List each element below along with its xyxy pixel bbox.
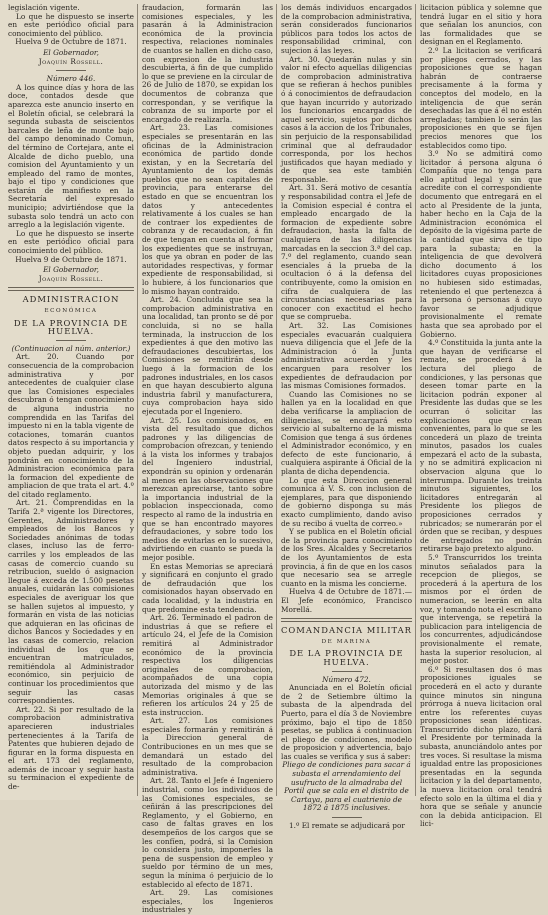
paragraph: legislación vigente. xyxy=(8,3,80,12)
continuation-note: (Continuacion al núm. anterior.) xyxy=(11,343,131,353)
conditions-title: Pliego de condiciones para sacar á subasta el arrendamiento del usufructo de la almadraba del Portil que se cala en el distrito de Cartaya, para el cuatrienio de 1872 á 1875 inclusives. xyxy=(282,760,411,813)
column-2 xyxy=(142,3,273,915)
section-heading: DE LA PROVINCIA DE HUELVA. xyxy=(289,648,404,667)
paragraph: los demás individuos encargados de la comprobacion administrativa, serán considerados funcionarios públicos para todos los actos de responsabilidad criminal, con sujecion á las leyes. xyxy=(281,3,412,55)
article: Art. 23. Las comisiones especiales se presentarán en las oficinas de la Administracion económica de partido donde existan, y en la Secretaría del Ayuntamiento de los demás pueblos que no sean capitales de provincia, para enterarse del estado en que se encuentran los datos y antecedentes relativamente á los cuales se han de contraer los expedientes de cobranza y de recaudacion, á fin de que tengan en cuenta al formar los expedientes que se instruyan, los que ya obran en poder de las autoridades respectivas, y formar expediente de responsabilidad, si lo hubiere, á los funcionarios que lo mismo hayan contraido. xyxy=(142,123,273,296)
date-line: Huelva 9 de Octubre de 1871. xyxy=(15,37,127,47)
section-heading: ADMINISTRACION xyxy=(22,294,120,305)
divider xyxy=(56,340,86,341)
date-line: Huelva 9 de Octubre de 1871. xyxy=(15,254,127,264)
article: Art. 32. Las Comisiones especiales evacuarán cualquiera nueva diligencia que el Jefe de la Administracion ó la Junta administrativa acuerden y les encarguen para resolver los expedientes de defraudacion por las mismas Comisiones formados. xyxy=(281,320,412,391)
signature-block xyxy=(8,49,134,66)
article: Art. 27. Los comisiones especiales formarán y remitirán á la Direccion general de Contribuciones en un mes que se demandará un estado del resultado de la comprobacion administrativa. xyxy=(142,716,273,777)
column-1 xyxy=(8,4,134,796)
signature-title: El Gobernador, xyxy=(43,47,99,57)
column-rule xyxy=(415,4,416,796)
paragraph: A los quince días y hora de las doce, contados desde que aparezca este anuncio inserto en el Boletín oficial, se celebrará la segunda subasta de seiscientos barcales de leña de monte bajo del campo denominado Comun, del término de Cortejara, ante el Alcalde de dicho pueblo, una comision del Ayuntamiento y un empleado del ramo de montes, bajo el tipo y condiciones que estarán de manifiesto en la Secretaría del expresado municipio; advirtiéndose que la subasta solo tendrá un acto con arreglo a la legislación vigente. xyxy=(8,82,134,230)
divider xyxy=(332,671,362,672)
paragraph: En estas Memorias se apreciará y significará en conjunto el grado de defraudación que los comisionados hayan observado en cada localidad, y la industria en que predomine esta tendencia. xyxy=(142,561,273,614)
notice-number: Número 472. xyxy=(322,674,371,684)
paragraph: Lo que he dispuesto se inserte en este periódico oficial para conocimiento del público. xyxy=(8,11,134,38)
column-rule xyxy=(276,4,277,796)
divider xyxy=(281,618,412,622)
condition: 6.º Si resultasen dos ó mas proposiciones iguales se procederá en el acto y durante quince minutos sin ninguna prórroga á nueva licitacion oral entre los referentes cuyas proposiciones sean idénticas. Transcurrido dicho plazo, dará el Presidente por terminada la subasta, anunciándolo antes por tres voces. Si resultase la misma igualdad entre las proposiciones presentadas en la segunda licitacion y la del departamento, la nueva licitacion oral tendrá efecto solo en la última el dia y hora que se señale y anuncie con la debida anticipacion. El lici- xyxy=(420,664,542,829)
signature-title: El Gobernador, xyxy=(43,265,99,275)
condition: 2.º La licitacion se verificará por pliegos cerrados, y las proposiciones que se hagan habrán de contraerse precisamente á la forma y conceptos del modelo, en la inteligencia de que serán desechadas las que á él no estén arregladas; tambien lo serán las proposiciones en que se fijen precios menores que los establecidos como tipo. xyxy=(420,45,542,150)
date-line: Huelva 4 de Octubre de 1871.—El Jefe económico, Francisco Morellá. xyxy=(281,587,412,614)
article: Art. 21. Comprendidas en la Tarifa 2.ª vigente los Directores, Gerentes, Administradores y empleados de los Bancos y Sociedades anónimas de todas clases, incluso las de ferro-carriles y los empleados de las casas de comercio cuando su retribucion, sueldo ó asignacion llegue á exceda de 1.500 pesetas anuales, cuidarán las comisiones especiales de averiguar los que se hallen sujetos al impuesto, y formarán en vista de las noticias que adquieran en las oficinas de dichos Bancos y Sociedades y en las casas de comercio, relacion individual de los que se encuentran matriculados, remitiéndola al Administrador económico, sin perjuicio de continuar los procedimientos que seguir las casas correspondientes. xyxy=(8,498,134,706)
signature-block xyxy=(8,266,134,283)
article: Art. 24. Concluida que sea la comprobacion administrativa en una localidad, tan pronto se dé por concluida, si no se halla terminada, la instruccion de los expedientes á que den motivo las defraudaciones descubiertas, los Comisiones se remitirán desde luego á la formacion de los padrones industriales, en los casos en que hayan descubierto alguna industria fabril y manufacturera, cuya comprobacion haya sido ejecutada por el Ingeniero. xyxy=(142,295,273,416)
notice-number: Número 446. xyxy=(46,74,96,84)
paragraph: Anunciada en el Boletín oficial de 2 de Setiembre último la subasta de la alpendrada del Puerto, para el día 3 de Noviembre próximo, bajo el tipo de 1850 pesetas, se publica á continuacion el pliego de condiciones, modelo de proposicion y advertencia, bajo las cuales se verifica y sus á saber: xyxy=(281,683,412,761)
article: Art. 25. Los comisionados, en vista del resultado que dichos padrones y las diligencias de comprobacion ofrezcan, y teniendo á la vista los informes y trabajos del Ingeniero industrial, expondrán su opinion y ordenarán al menos en las observaciones que merezcan apreciarse, tanto sobre la importancia industrial de la poblacion inspeccionada, como respecto al ramo de la industria en que se han encontrado mayores defraudaciones, y sobre todo los medios de evitarlas en lo sucesivo, advirtiendo en cuanto se pueda la mejor posible. xyxy=(142,415,273,562)
paragraph: Lo que esta Direccion general comunica á V. S. con inclusion de ejemplares, para que disponiendo de gobierno disponga su más exacto cumplimiento, dando aviso de su recibo á vuelta de correo.» xyxy=(281,475,412,528)
section-subheading: DE MARINA xyxy=(321,638,372,645)
column-4 xyxy=(420,3,542,829)
article: Art. 31. Será motivo de cesantía y responsabilidad contra el Jefe de la Comision especial é contra el empleado encargado de la formacion de expediente sobre defraudacion, hasta la falta de cualquiera de las diligencias marcadas en la seccion 3.ª del cap. 7.º del reglamento, cuando sean esenciales á la prueba de la ocultacion ó á la defensa del contribuyente, como la omision en cifra de cualquiera de las circunstancias necesarias para conocer con exactitud el hecho que se comprueba. xyxy=(281,183,412,322)
paragraph: fraudacion, formarán las comisiones especiales, y les pasarán á la Administracion económica de la provincia respectiva, relaciones nominales de cuantos se hallen en dicho caso, con expresion de la industria descubierta, á fin de que cumplido lo que se previene en la circular de 26 de Julio de 1870, se expidan los documentos de cobranza que correspondan, y se verifique la cobranza de su importe por el encargado de realizarla. xyxy=(142,3,273,124)
paragraph: Cuando las Comisiones no se hallen ya en la localidad en que deba verificarse la ampliacion de diligencias, se encargará esto servicio al subalterno de la misma Comision que tenga á sus órdenes el Administrador económico, y en defecto de este funcionario, á cualquiera aspirante á Oficial de la planta de dicha dependencia. xyxy=(281,389,412,477)
section-subheading: ECONÓMICA xyxy=(44,308,98,314)
article: Art. 29. Las comisiones especiales, los Ingenieros industriales y xyxy=(142,888,273,915)
paragraph: Y se publica en el Boletín oficial de la provincia para conocimiento de los Sres. Alcaldes y Secretarios de los Ayuntamientos de esta provincia, á fin de que en los casos que necesario sea se arregle cuanto en la misma les concierne. xyxy=(281,527,412,588)
condition: 4.º Constituida la junta ante la que hayan de verificarse el remate, se procederá á la lectura del pliego de condiciones, y las personas que deseen tomar parte en la licitacion podrán exponer al Presidente las dudas que se les ocurran ó solicitar las explicaciones que crean convenientes, para lo que se les concederá un plazo de treinta minutos, pasados los cuales empezará el acto de la subasta, y no se admitirá explicacion ni observacion alguna que lo interrumpa. Durante los treinta minutos siguientes, los licitadores entregarán al Presidente los pliegos de proposiciones cerrados y rubricados; se numerarán por el órden que se reciban, y despues de entregados no podrán retirarse bajo pretexto alguno. xyxy=(420,338,542,554)
article: Art. 20. Cuando por consecuencia de la comprobacion administrativa y por antecedentes de cualquier clase que las Comisiones especiales descubran ó tengan conocimiento de alguna industria no comprendida en las Tarifas del impuesto ni en la tabla vigente de cotaciones, tomarán cuantos datos respecto á su importancia y objeto puedan adquirir, y los pondrán en conocimiento de la Administracion económica para la formacion del expediente de ampliacion de que trata el art. 4.º del citado reglamento. xyxy=(8,352,134,499)
signature-name: Joaquín Rossell. xyxy=(38,273,104,283)
paragraph: Lo que he dispuesto se inserte en este periódico oficial para conocimiento del público. xyxy=(8,228,134,256)
article: Art. 22. Si por resultado de la comprobacion administrativa aparecieren industriales pertenecientes á la Tarifa de Patentes que hubieren dejado de figurar en la forma dispuesta en el art. 173 del reglamento, además de incoar y seguir hasta su terminacion el expediente de de- xyxy=(8,704,134,792)
article: Art. 28. Tanto el Jefe é Ingeniero industrial, como los individuos de las Comisiones especiales, se ceñirán á las prescripciones del Reglamento, y el Gobierno, en caso de faltas graves en los desempeños de los cargos que se les confíen, podrá, si la Comision lo considera justo, imponerles la pena de suspension de empleo y sueldo por término de un mes, segun la mínima ó perjuicio de lo establecido al efecto de 1871. xyxy=(142,776,273,889)
divider xyxy=(56,70,86,71)
column-rule xyxy=(137,4,138,796)
paragraph: licitacion pública y solemne que tendrá lugar en el sitio y hora que señalan los anuncios, con las formalidades que se designan en el Reglamento. xyxy=(420,3,542,47)
section-heading: DE LA PROVINCIA DE HUELVA. xyxy=(13,317,129,337)
article: Art. 30. Quedarán nulas y sin valor ni efecto aquellas diligencias de comprobacion administrativa que se refieran á hechos punibles ó á conocimientos de defraudacion que hayan incurrido y autorizado los funcionarios encargados de aquel servicio, sujetos por dichos casos á la accion de los Tribunales, sin perjuicio de la responsabilidad criminal que al defraudador corresponda, por los hechos justificados que hayan mediado y de que sea este también responsable. xyxy=(281,54,412,184)
divider xyxy=(332,817,362,818)
section-heading: COMANDANCIA MILITAR xyxy=(281,625,412,636)
article: Art. 26. Terminado el padron de industrias á que se refiere el artículo 24, el Jefe de la Comision remitirá al Administrador económico de la provincia respectiva los diligencias originales de comprobacion, acompañados de una copia autorizada del mismo y de las Memorias originales á que se refieren los artículos 24 y 25 de esta instruccion. xyxy=(142,613,273,717)
signature-name: Joaquín Rossell. xyxy=(38,56,104,66)
divider xyxy=(8,287,134,291)
article: 1.º El remate se adjudicará por xyxy=(289,821,405,831)
condition: 5.º Transcurridos los treinta minutos señalados para la recepcion de pliegos, se procederá á la apertura de los mismos por el órden de numeracion, se leerán en alta voz, y tomando nota el escribano que intervenga, se repetirá la publicacion para inteligencia de los concurrentes, adjudicándose provisionalmente el remate, hasta la superior resolucion, al mejor postor. xyxy=(420,553,542,666)
column-3 xyxy=(281,3,412,831)
condition: 3.º No se admitirá como licitador á persona alguna ó Compañía que no tenga para ello aptitud legal y sin que acredite con el correspondiente documento que entregará en el acto al Presidente de la junta, haber hecho en la Caja de la Administracion económica el depósito de la vigésima parte de la cantidad que sirva de tipo para la subasta; en la inteligencia de que devolverá dicho documento á los licitadores cuyas proposiciones no hubiesen sido estimadas, reteniendo el que pertenezca á la persona ó personas á cuyo favor se adjudique provisionalmente el remate hasta que sea aprobado por el Gobierno. xyxy=(420,149,542,339)
